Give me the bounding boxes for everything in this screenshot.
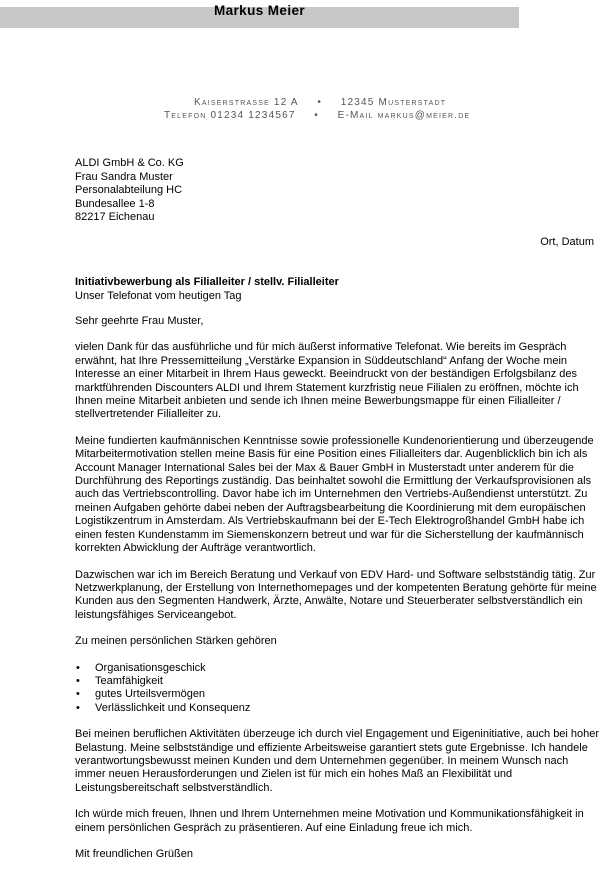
paragraph: vielen Dank für das ausführliche und für mich äußerst informative Telefonat. Wie bereits im Gespräch erwähnt, hat Ihre Pressemitteilung „Verstärke Expansion in Süddeutschland“ Anfang der Woche mein Interesse an einer Mitarbeit in Ihrem Haus geweckt. Beeindruckt von der beständigen Erfolgsbilanz des marktführenden Discounters ALDI und Ihrem Statement kurzfristig neue Filialen zu eröffnen, möchte ich Ihnen meine Mitarbeit anbieten und sende ich Ihnen meine Bewerbungsmappe für einen Filialleiter / stellvertretender Filialleiter zu. [75, 341, 579, 421]
contact-block [140, 96, 530, 122]
subject-reference: Unser Telefonat vom heutigen Tag [75, 289, 242, 302]
list-item [75, 675, 600, 688]
separator-dot: • [314, 110, 319, 121]
list-item [75, 688, 600, 701]
separator-dot: • [317, 97, 323, 108]
salutation: Sehr geehrte Frau Muster, [75, 315, 204, 327]
recipient-line: Frau Sandra Muster [75, 170, 173, 183]
recipient-line: Bundesallee 1-8 [75, 197, 155, 210]
list-item [75, 662, 600, 675]
list-item [75, 702, 600, 715]
address-line [140, 96, 530, 109]
subject-title: Initiativbewerbung als Filialleiter / stellv. Filialleiter [75, 276, 339, 288]
email-address: E-Mail markus@meier.de [337, 110, 471, 121]
paragraph: Meine fundierten kaufmännischen Kenntnisse sowie professionelle Kundenorientierung und überzeugende Mitarbeitermotivation stellen meine Basis für eine Position eines Filialleiters dar. Augenblicklich bin ich als Account Manager International Sales bei der Max & Bauer GmbH in Musterstadt unter anderem für die Durchführung des Reportings zuständig. Das beinhaltet sowohl die Ermittlung der Verkaufsprovisionen als auch das Vertriebscontrolling. Davor habe ich im Unternehmen den Vertriebs-Außendienst unterstützt. Zu meinen Aufgaben gehörte dabei neben der Auftragsbearbeitung die Koordinierung mit dem europäischen Logistikzentrum in Amsterdam. Als Vertriebskaufmann bei der E-Tech Elektrogroßhandel GmbH habe ich einen festen Kundenstamm im Siemenskonzern betreut und war für die Sicherstellung der kaufmännisch korrekten Abwicklung der Aufträge verantwortlich. [75, 434, 594, 555]
bullet-icon: • [76, 701, 80, 714]
list-item-label: Teamfähigkeit [95, 674, 163, 687]
list-item-label: gutes Urteilsvermögen [95, 688, 206, 701]
recipient-line: 82217 Eichenau [75, 211, 155, 223]
bullet-icon: • [76, 688, 80, 701]
paragraph: Bei meinen beruflichen Aktivitäten überzeuge ich durch viel Engagement und Eigeninitiative, auch bei hoher Belastung. Meine selbstständige und effiziente Arbeitsweise garantiert stets gute Ergebnisse. Ich handele verantwortungsbewusst meinen Kunden und dem Unternehmen gegenüber. In meinem Wunsch nach immer neuen Herausforderungen und Zielen ist für mich ein hohes Maß an Flexibilität und Leistungsbereitschaft selbstverständlich. [75, 728, 600, 794]
list-item-label: Verlässlichkeit und Konsequenz [95, 701, 251, 714]
recipient-line: Personalabteilung HC [75, 184, 183, 196]
letter-body [75, 315, 600, 874]
address-street: Kaiserstrasse 12 A [194, 97, 299, 108]
closing-phrase: Mit freundlichen Grüßen [75, 848, 193, 860]
phone-number: Telefon 01234 1234567 [164, 110, 296, 121]
address-city: 12345 Musterstadt [340, 97, 447, 108]
phone-email-line [140, 109, 530, 122]
bullet-icon: • [76, 661, 80, 674]
recipient-line: ALDI GmbH & Co. KG [75, 157, 184, 169]
subject-block [75, 276, 595, 303]
list-item-label: Organisationsgeschick [95, 661, 206, 674]
strengths-list [75, 662, 600, 716]
paragraph: Zu meinen persönlichen Stärken gehören [75, 635, 277, 648]
sender-name: Markus Meier [213, 3, 306, 18]
paragraph: Dazwischen war ich im Bereich Beratung und Verkauf von EDV Hard- und Software selbstständig tätig. Zur Netzwerkplanung, der Erstellung von Internethomepages und der kompetenten Beratung gehörte für meine Kunden aus den Segmenten Handwerk, Ärzte, Anwälte, Notare und Steuerberater selbstverständlich ein leistungsfähiges Serviceangebot. [75, 568, 597, 621]
paragraph: Ich würde mich freuen, Ihnen und Ihrem Unternehmen meine Motivation und Kommunikationsfähigkeit in einem persönlichen Gespräch zu präsentieren. Auf eine Einladung freue ich mich. [75, 808, 584, 834]
bullet-icon: • [76, 674, 80, 687]
place-date: Ort, Datum [540, 236, 594, 248]
recipient-address [75, 157, 184, 225]
